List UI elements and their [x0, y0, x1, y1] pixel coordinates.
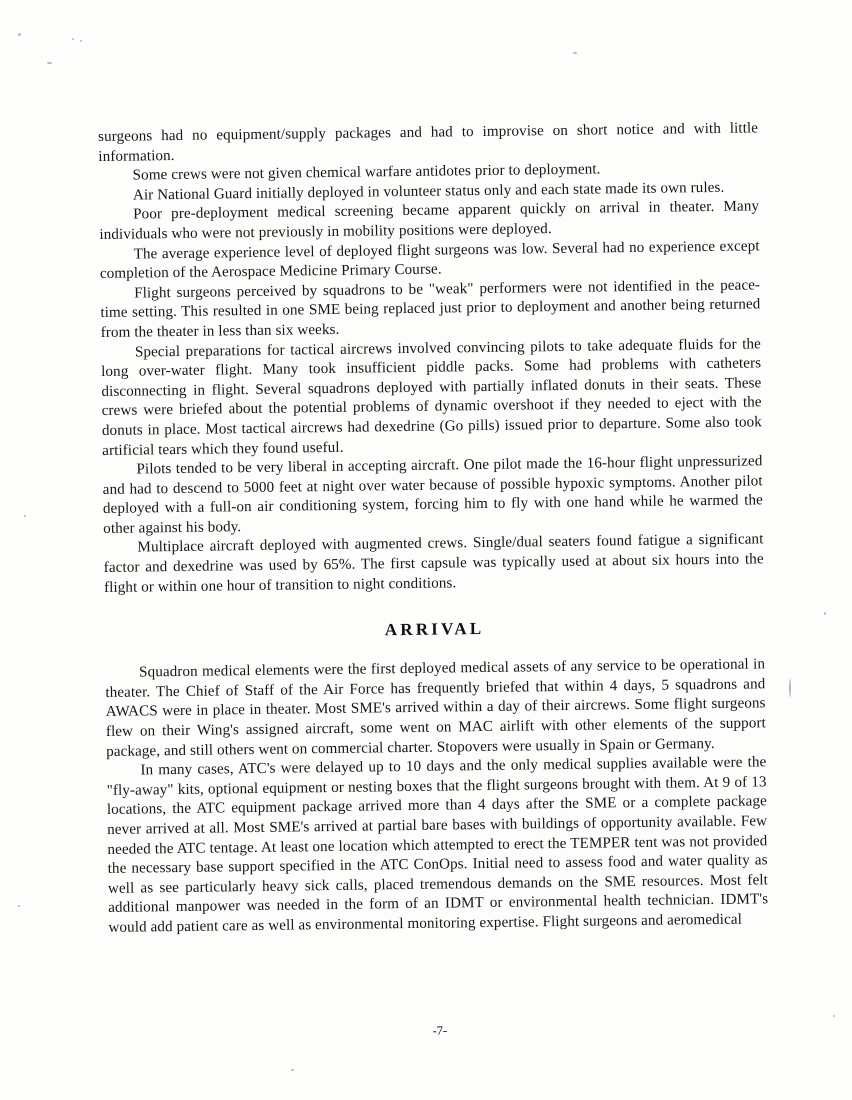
- paragraph: Poor pre-deployment medical screening became apparent quickly on arrival in theater. Many individuals who were not previously in mobility positions were deployed.: [99, 198, 760, 243]
- paragraph: surgeons had no equipment/supply packages and had to improvise on short notice and with little information.: [98, 120, 759, 165]
- paragraph: Flight surgeons perceived by squadrons to be "weak" performers were not identified in the peace-time setting. This resulted in one SME being replaced just prior to deployment and another being returned from the theater in less than six weeks.: [100, 277, 761, 341]
- scan-speckle: [789, 679, 791, 697]
- paragraph: Air National Guard initially deployed in volunteer status only and each state made its own rules.: [132, 179, 725, 204]
- scan-speckle: [47, 62, 52, 64]
- scan-speckle: [18, 905, 20, 907]
- page-number: -7-: [432, 1023, 448, 1038]
- scan-speckle: [24, 515, 26, 517]
- scan-speckle: [72, 38, 74, 40]
- scan-speckle: [824, 612, 826, 615]
- scan-speckle: [573, 52, 577, 54]
- paragraph: Some crews were not given chemical warfare antidotes prior to deployment.: [132, 161, 601, 184]
- paragraph: Pilots tended to be very liberal in accepting aircraft. One pilot made the 16-hour flight unpressurized and had to descend to 5000 feet at night over water because of possible hypoxic symptoms. Another pilot deployed with a full-on air conditioning system, forcing him to fly with one hand while he warmed the other against his body.: [102, 453, 764, 537]
- scan-speckle: [833, 1015, 835, 1017]
- paragraph: In many cases, ATC's were delayed up to 10 days and the only medical supplies available were the "fly-away" kits, optional equipment or nesting boxes that the flight surgeons brought with them. At 9 of 13 locations, the ATC equipment package arrived more than 4 days after the SME or a complete package never arrived at all. Most SME's arrived at partial bare bases with buildings of opportunity available. Few needed the ATC tentage. At least one location which attempted to erect the TEMPER tent was not provided the necessary base support specified in the ATC ConOps. Initial need to assess food and water quality as well as see particularly heavy sick calls, placed tremendous demands on the SME resources. Most felt additional manpower was needed in the form of an IDMT or environmental health technician. IDMT's would add patient care as well as environmental monitoring expertise. Flight surgeons and aeromedical: [106, 754, 769, 936]
- paragraph: Multiplace aircraft deployed with augmented crews. Single/dual seaters found fatigue a significant factor and dexedrine was used by 65%. The first capsule was typically used at about six hours into the flight or within one hour of transition to night conditions.: [103, 531, 764, 596]
- paragraph: Squadron medical elements were the first deployed medical assets of any service to be operational in theater. The Chief of Staff of the Air Force has frequently briefed that within 4 days, 5 squadrons and AWACS were in place in theater. Most SME's arrived within a day of their aircrews. Some flight surgeons flew on their Wing's assigned aircraft, some went on MAC airlift with other elements of the support package, and still others went on commercial charter. Stopovers were usually in Spain or Germany.: [105, 656, 766, 760]
- scan-speckle: [291, 1069, 294, 1071]
- scan-speckle: [18, 33, 21, 36]
- scan-speckle: [80, 40, 82, 42]
- paragraph: The average experience level of deployed flight surgeons was low. Several had no experience except completion of the Aerospace Medicine Primary Course.: [99, 237, 760, 283]
- paragraph: Special preparations for tactical aircrews involved convincing pilots to take adequate fluids for the long over-water flight. Many took insufficient piddle packs. Some had problems with catheters disconnecting in flight. Several squadrons deployed with partially inflated donuts in their seats. These crews were briefed about the potential problems of dynamic overshoot if they needed to eject with the donuts in place. Most tactical aircrews had dexedrine (Go pills) issued prior to departure. Some also took artificial tears which they found useful.: [101, 335, 763, 459]
- section-heading: ARRIVAL: [384, 619, 485, 640]
- page-body: [98, 119, 769, 1038]
